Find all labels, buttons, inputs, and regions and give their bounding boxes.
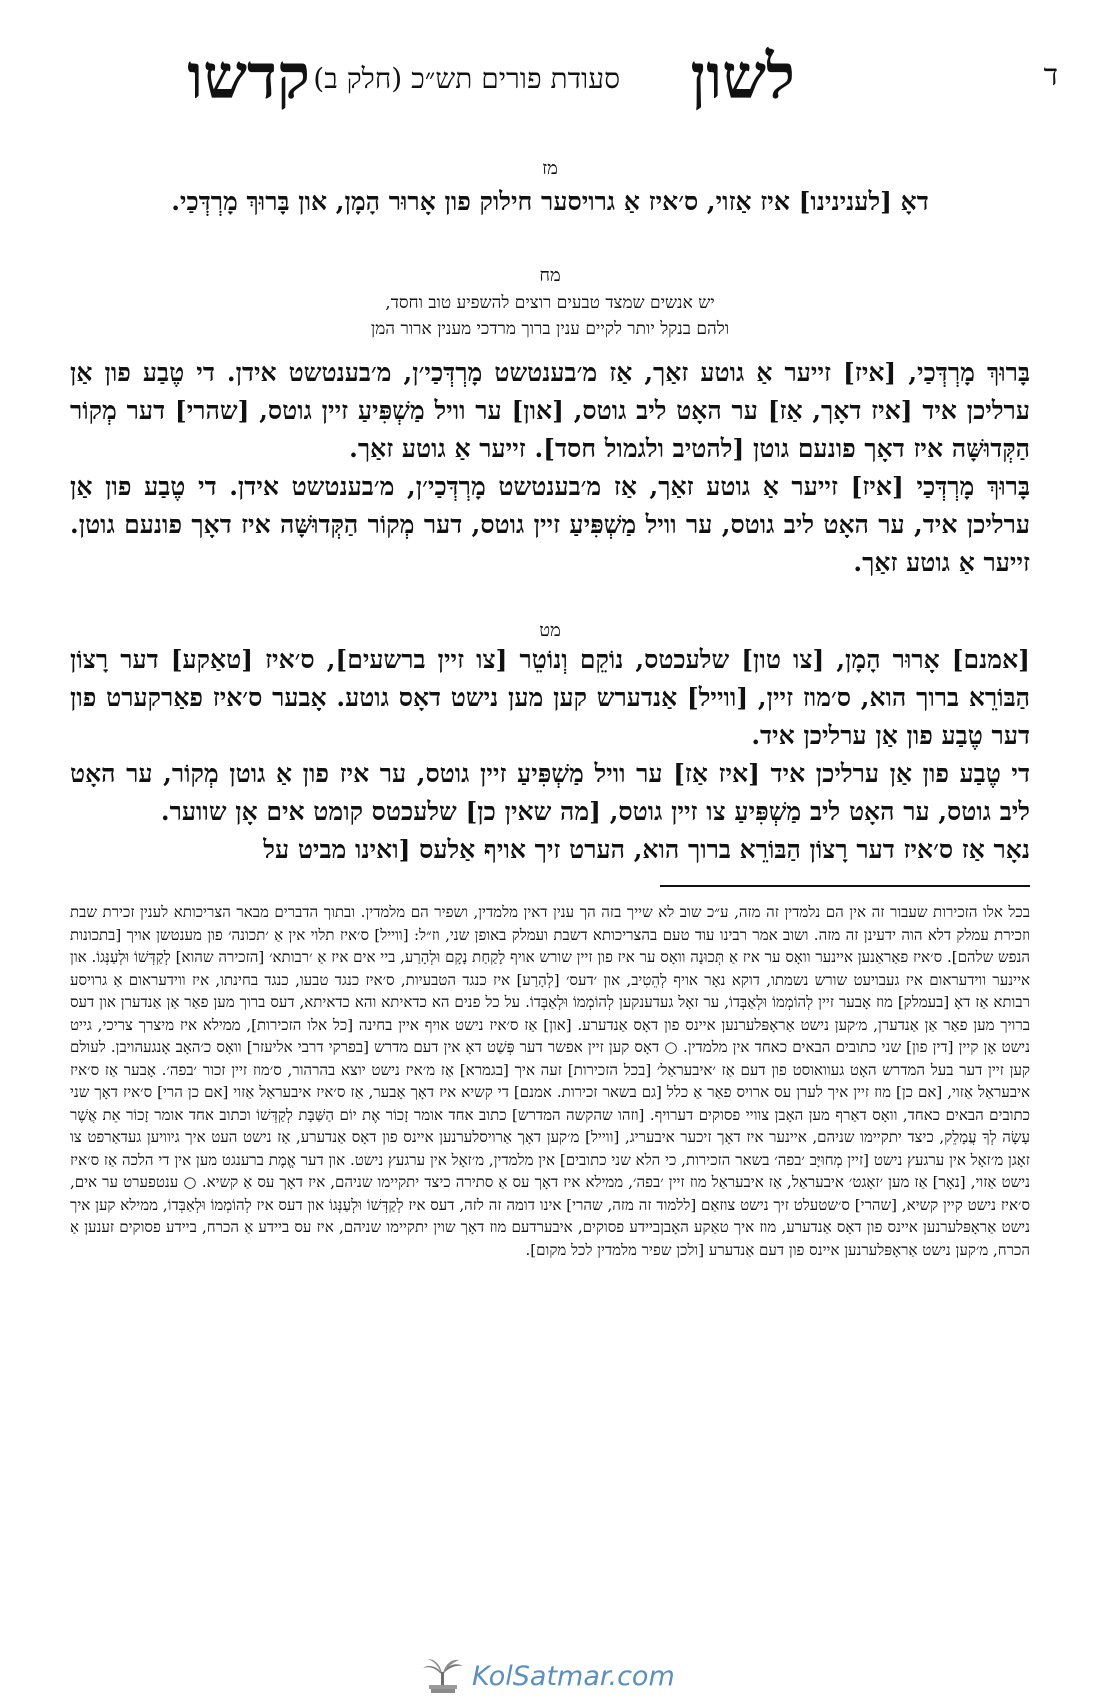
section-47-text: דאָ [לענינינו] איז אַזוי, ס׳איז אַ גרויסער חילוק פון אָרוּר הָמָן, און בָּרוּךְ מָרְדְּכַי. [171, 187, 929, 216]
book-title-right: לשון [690, 40, 795, 113]
footnote-divider [660, 885, 1030, 887]
section-49-paragraph-2: די טֶבַע פון אַן ערליכן איד [איז אַז] ער וויל מַשְׁפִּיעַ זיין גוטס, ער איז פון אַ גוטן מְקוֹר, ער האָט ליב גוטס, ער האָט ליב מַשְׁפִּיעַ צו זיין גוטס, [מה שאין כן] שלעכטס קומט אים אָן שווער. [70, 759, 1030, 826]
section-48-heading-line-2: ולהם בנקל יותר לקיים ענין ברוך מרדכי מענין ארור המן [370, 319, 730, 339]
chapter-title: סעודת פורים תש״כ (חלק ב) [313, 62, 620, 95]
section-number-47: מז [542, 158, 558, 179]
section-49-paragraph-3: נאָר אַז ס׳איז דער רָצוֹן הַבּוֹרֵא ברוך הוא, הערט זיך אויף אַלעס [ואינו מביט על [263, 835, 1030, 864]
footnotes-block [70, 901, 1030, 1261]
section-number-48: מח [539, 265, 561, 286]
section-48-heading [70, 290, 1030, 342]
document-page [70, 40, 1058, 1690]
footnote-text: בכל אלו הזכירות שעבור זה אין הם נלמדין זה מזה, ע״כ שוב לא שייך בזה הך ענין דאין מלמדין, ושפיר הם מלמדין. ובתוך הדברים מבאר הצריכותא לענין זכירת שבת וזכירת עמלק דלא הוה ידעינן זה מזה. ושוב אמר רבינו עוד טעם בהצריכותא דשבת ועמלק באופן שני, וז״ל: [ווייל] ס׳איז תלוי אין אַ ׳תכונה׳ פון מענטשן אויך [בתכונות הנפש שלהם]. ס׳איז פאַראַנען איינער וואָס ער איז אַ תְּכוּנָה וואָס ער איז פון זיין שורש אויף לָקַחַת נָקָם וּלְהָרַע, ביי אים איז אַ ׳רבותא׳ [הזכירה שהוא] לְקַדְּשׁוֹ וּלְעַנְּגוֹ. און איינער ווידעראום איז געבויעט שורש נשמתו, דוקא נאָר אויף לְהֵטִיב, און ׳דעס׳ [לְהָרַע] איז כנגד הטבעיות, ס׳איז כנגד טבעו, כנגד בחינתו, איז ווידעראום אַ גרויסע רבותא אַז דאָ [בעמלק] מוז אָבער זיין לְהוֹמְמוֹ וּלְאַבְּדוֹ, ער זאָל געדענקען לְהוֹמְמוֹ וּלְאַבְּדוֹ. על כל פנים הא כדאיתא והא כדאיתא, דעס ברוך מען פאַר אַן אַנדערן און דעס ברויך מען פאַר אַן אַנדערן, מ׳קען נישט אַראָפּלערנען איינס פון דאָס אַנדערע. [און] אַז ס׳איז נישט אויף איין בחינה [כל אלו הזכירות], ממילא איז מיצרך צריכי, גייט נישט אָן קיין [דין פון] שני כתובים הבאים כאחד אין מלמדין. ○ דאָס קען זיין אפשר דער פְּשַׁט דאָ אין דעם מדרש [בפרקי דרבי אליעזר] וואָס כ׳האָב אָנגעהויבן. לעולם קען זיין דער בעל המדרש האָט געוואוסט פון דעם אַז ׳איבעראַל׳ [בכל הזכירות] זעה איך [בגמרא] אַז מ׳איז נישט יוצא בהרהור, ס׳מוז זיין זכור ׳בפה׳. אָבער אַז ס׳איז איבעראַל אַזוי, [אם כן] מוז זיין איך לערן עס ארויס פאַר אַ כלל [גם בשאר זכירות. אמנם] די קשיא איז דאָך אָבער, אַז ס׳איז איבעראַל אַזוי [אם כן הרי] ס׳איז דאָך שני כתובים הבאים כאחד, וואָס דאַרף מען האָבן צוויי פסוקים דערויף. [וזהו שהקשה המדרש] כתוב אחד אומר זָכוֹר אֶת יוֹם הַשַּׁבָּת לְקַדְּשׁוֹ וכתוב אחד אומר זָכוֹר אֵת אֲשֶׁר עָשָׂה לְךָ עֲמָלֵק, כיצד יתקיימו שניהם, איינער איז דאָך זיכער איבעריג, [ווייל] מ׳קען דאָך אַרויסלערנען איינס פון דאָס אַנדערע, אַז נישט העט איך גיוויען געדאַרפט צו זאָגן מ׳זאָל אין ערגעץ נישט [זיין מְחוּיָּב ׳בפה׳ בשאר הזכירות, כי הלא שני כתובים] אין מלמדין, מ׳זאָל אין ערגעץ נישט. און דער אֱמֶת ברענגט מען אין די הלכה אַז ס׳איז נישט אַזוי, [נאָר] אַז מען ׳זאָגט׳ איבעראַל, אַז איבעראַל מוז זיין ׳בפה׳, ממילא איז דאָך עס אַ סתירה כיצד יתקיימו שניהם, איז דאָך עס אַ קשיא. ○ ענטפערט ער אים, ס׳איז נישט קיין קשיא, [שהרי] ס׳שטעלט זיך נישט צוזאַם [ללמוד זה מזה, שהרי] אינו דומה זה לזה, דעס איז לְקַדְּשׁוֹ וּלְעַנְּגוֹ און דעס איז לְהוֹמְמוֹ וּלְאַבְּדוֹ, ממילא קען איך נישט אַראָפּלערנען איינס פון דאָס אַנדערע, מוז איך טאַקע האָבןביידע פסוקים, איבערדעם מוז דאָך שוין יתקיימו שניהם, איז עס ביידע אַ הכרח, ביידע פסוקים זענען אַ הכרח, מ׳קען נישט אַראָפּלערנען איינס פון דעם אַנדערע [ולכן שפיר מלמדין לכל מקום]. [70, 903, 1030, 1259]
page-number: ד [1043, 58, 1058, 93]
book-title-left: קדשו [187, 40, 310, 113]
section-number-49: מט [539, 620, 561, 641]
palm-tree-books-icon [420, 1656, 466, 1696]
site-logo-text: KolSatmar.com [472, 1660, 675, 1692]
section-48-paragraph-1: בָּרוּךְ מָרְדְּכַי, [איז] זייער אַ גוטע זאַך, אַז מ׳בענטשט מָרְדְּכַי׳ן, מ׳בענטשט אידן. די טֶבַע פון אַן ערליכן איד [איז דאָך, אַז] ער האָט ליב גוטס, [און] ער וויל מַשְׁפִּיעַ זיין גוטס, [שהרי] דער מְקוֹר הַקְּדוּשָּׁה איז דאָך פונעם גוטן [להטיב ולגמול חסד]. זייער אַ גוטע זאַך. [70, 358, 1030, 463]
site-logo[interactable] [420, 1656, 675, 1696]
page-header [70, 40, 1058, 130]
section-49-paragraph-1: [אמנם] אָרוּר הָמָן, [צו טון] שלעכטס, נוֹקֵם וְנוֹטֵר [צו זיין ברשעים], ס׳איז [טאַקע] דער רָצוֹן הַבּוֹרֵא ברוך הוא, ס׳מוז זיין, [ווייל] אַנדערש קען מען נישט דאָס גוטע. אָבער ס׳איז פאַרקערט פון דער טֶבַע פון אַן ערליכן איד. [70, 645, 1030, 750]
section-48-paragraph-2: בָּרוּךְ מָרְדְּכַי [איז] זייער אַ גוטע זאַך, אַז מ׳בענטשט מָרְדְּכַי׳ן, מ׳בענטשט אידן. די טֶבַע פון אַן ערליכן איד, ער האָט ליב גוטס, ער וויל מַשְׁפִּיעַ זיין גוטס, דער מְקוֹר הַקְּדוּשָּׁה איז דאָך פונעם גוטן. זייער אַ גוטע זאַך. [70, 472, 1030, 577]
section-48-heading-line-1: יש אנשים שמצד טבעים רוצים להשפיע טוב וחסד, [385, 293, 715, 313]
